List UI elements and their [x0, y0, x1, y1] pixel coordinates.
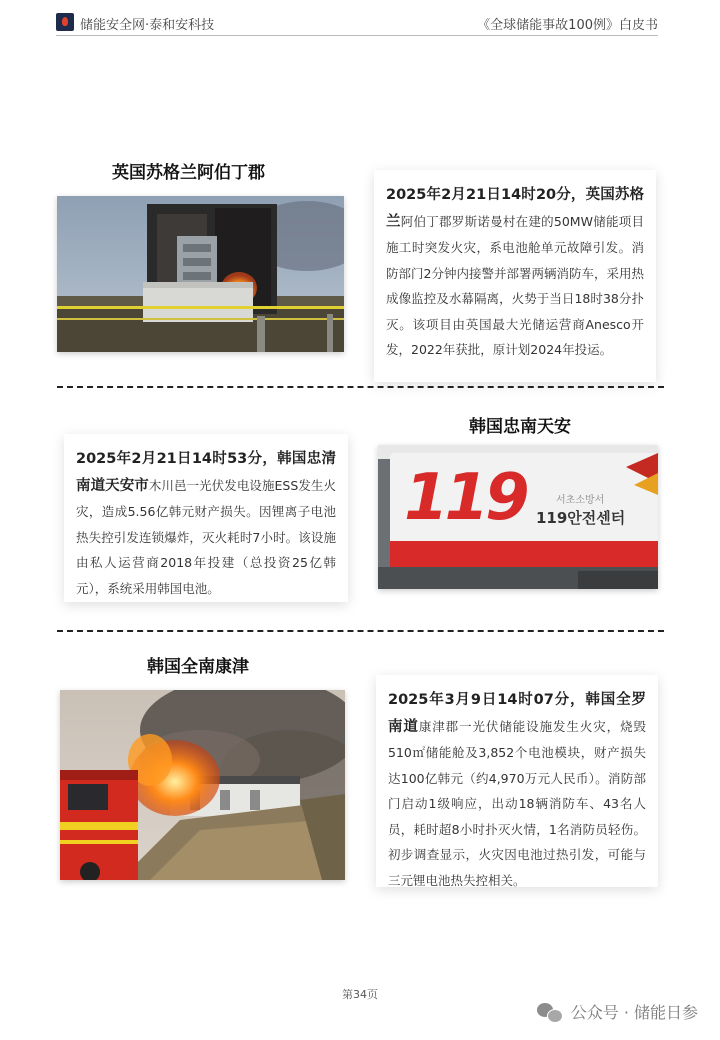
- incident-2-photo: [378, 445, 658, 589]
- page-header: [56, 10, 658, 36]
- section-divider-1: [57, 386, 664, 388]
- incident-1-lead: 2025年2月21日14时20分，英国苏格兰: [386, 187, 644, 230]
- sign-small-text: 서초소방서: [556, 495, 605, 506]
- incident-3-photo: [60, 690, 345, 880]
- brand-name: 储能安全网·泰和安科技: [80, 18, 215, 33]
- incident-3-body: 康津郡一光伏储能设施发生火灾，烧毁510㎡储能舱及3,852个电池模块，财产损失达100亿韩元（约4,970万元人民币）。消防部门启动1级响应，出动18辆消防车、43名人员，耗时超8小时扑灭火情，1名消防员轻伤。初步调查显示，火灾因电池过热引发，可能与三元锂电池热失控相关。: [388, 718, 646, 888]
- brand-logo-icon: [56, 13, 74, 31]
- section-divider-2: [57, 630, 664, 632]
- incident-3-card: [376, 675, 658, 887]
- incident-3-location: 韩国全南康津: [147, 657, 249, 677]
- sign-119-number: 119: [404, 461, 526, 535]
- incident-1-body: 阿伯丁郡罗斯诺曼村在建的50MW储能项目施工时突发火灾，系电池舱单元故障引发。消防部门2分钟内接警并部署两辆消防车，采用热成像监控及水幕隔离，火势于当日18时38分扑灭。该项目由英国最大光储运营商Anesco开发，2022年获批，原计划2024年投运。: [386, 213, 644, 357]
- wechat-watermark: [537, 1000, 698, 1023]
- incident-2-lead: 2025年2月21日14时53分，韩国忠清南道天安市: [76, 451, 336, 494]
- document-title: 《全球储能事故100例》白皮书: [477, 18, 658, 33]
- watermark-text: 公众号 · 储能日参: [570, 1003, 698, 1022]
- incident-1-photo: [57, 196, 344, 352]
- sign-korean-text: 119안전센터: [536, 509, 626, 527]
- korea-fire-photo-icon: [60, 690, 345, 880]
- incident-2-body: 木川邑一光伏发电设施ESS发生火灾，造成5.56亿韩元财产损失。因锂离子电池热失控引发连锁爆炸，灭火耗时7小时。该设施由私人运营商2018年投建（总投资25亿韩元），系统采用韩国电池。: [76, 477, 336, 596]
- wechat-icon: [537, 1001, 563, 1023]
- incident-2-card: [64, 434, 348, 602]
- page-number: 第34页: [342, 988, 378, 1001]
- scotland-fire-photo-icon: [57, 196, 344, 352]
- incident-2-location: 韩国忠南天安: [469, 417, 571, 437]
- incident-1-card: [374, 170, 656, 382]
- incident-1-location: 英国苏格兰阿伯丁郡: [112, 163, 265, 183]
- incident-3-lead: 2025年3月9日14时07分，韩国全罗南道: [388, 692, 646, 735]
